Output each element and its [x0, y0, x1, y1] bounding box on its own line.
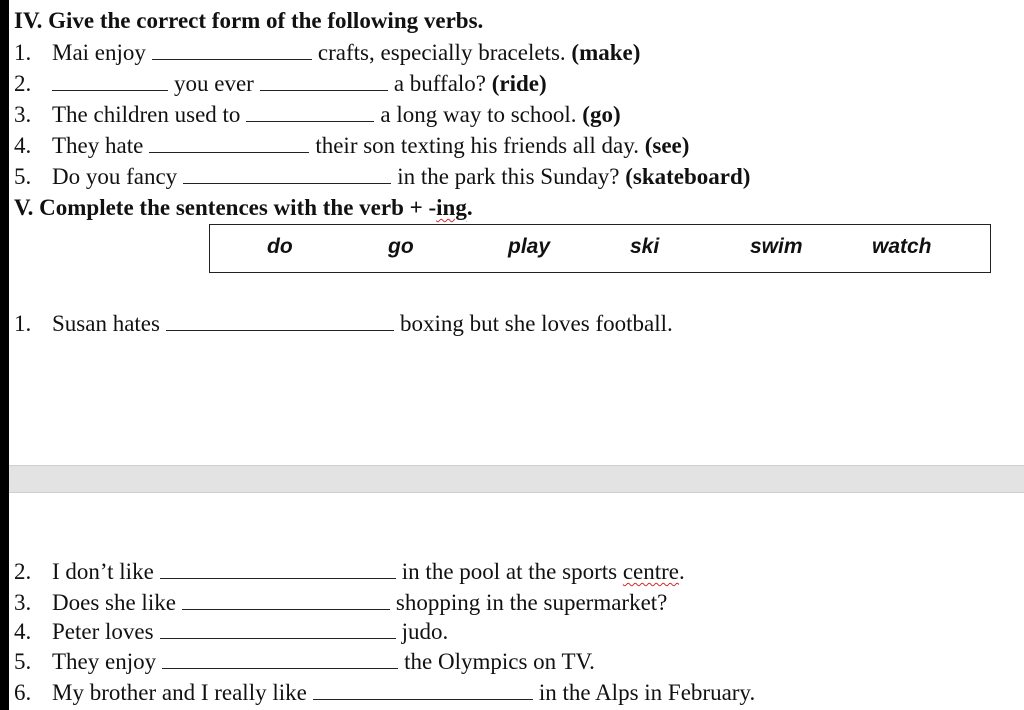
item-text: Susan hates: [52, 311, 160, 336]
answer-blank[interactable]: [149, 132, 309, 153]
iv-item-4: [14, 131, 689, 161]
v-item-3: [14, 588, 667, 618]
verb-hint: (skateboard): [625, 164, 751, 189]
item-text: I don’t like: [52, 559, 154, 584]
item-number: 1.: [14, 40, 32, 65]
item-text: They hate: [52, 133, 144, 158]
item-text: the Olympics on TV.: [404, 649, 595, 674]
answer-blank[interactable]: [182, 589, 390, 610]
section-v-heading: [14, 193, 473, 223]
item-number: 2.: [14, 71, 32, 96]
word-bank-item: swim: [750, 235, 803, 258]
v-item-2: [14, 557, 685, 587]
answer-blank[interactable]: [52, 70, 168, 91]
item-text: a long way to school.: [380, 102, 577, 127]
item-number: 4.: [14, 619, 32, 644]
answer-blank[interactable]: [152, 39, 312, 60]
item-text: shopping in the supermarket?: [395, 590, 668, 615]
item-text: The children used to: [52, 102, 241, 127]
verb-hint: (go): [582, 102, 621, 127]
word-bank: [209, 224, 991, 273]
iv-item-5: [14, 162, 750, 192]
item-text: in the pool at the sports: [401, 559, 623, 584]
item-text: crafts, especially bracelets.: [317, 40, 566, 65]
heading-period: .: [466, 195, 473, 220]
item-text: you ever: [174, 71, 254, 96]
item-text: Do you fancy: [52, 164, 178, 189]
word-bank-item: do: [267, 235, 293, 258]
answer-blank[interactable]: [183, 163, 391, 184]
worksheet: [9, 0, 1024, 710]
item-text: boxing but she loves football.: [399, 311, 673, 336]
item-number: 6.: [14, 680, 32, 705]
iv-item-2: [14, 69, 547, 99]
v-item-5: [14, 647, 595, 677]
answer-blank[interactable]: [162, 648, 398, 669]
item-text: in the park this Sunday?: [397, 164, 620, 189]
item-text: Peter loves: [52, 619, 154, 644]
heading-text: V. Complete the sentences with the verb + -: [14, 195, 437, 220]
section-iv-heading: IV. Give the correct form of the following verbs.: [14, 8, 484, 33]
item-number: 3.: [14, 102, 32, 127]
item-number: 5.: [14, 164, 32, 189]
word-bank-item: play: [508, 235, 551, 258]
answer-blank[interactable]: [160, 558, 396, 579]
answer-blank[interactable]: [166, 310, 394, 331]
verb-hint: (ride): [491, 71, 547, 96]
iv-item-3: [14, 100, 621, 130]
word-bank-item: watch: [872, 235, 932, 258]
word-bank-item: go: [388, 235, 414, 258]
v-item-4: [14, 617, 448, 647]
v-item-6: [14, 678, 755, 708]
answer-blank[interactable]: [260, 70, 388, 91]
item-text: a buffalo?: [393, 71, 486, 96]
item-text: Does she like: [52, 590, 176, 615]
item-text: judo.: [401, 619, 449, 644]
item-number: 3.: [14, 590, 32, 615]
answer-blank[interactable]: [246, 101, 374, 122]
item-number: 2.: [14, 559, 32, 584]
item-text-underlined: centre: [622, 559, 680, 584]
item-number: 5.: [14, 649, 32, 674]
item-text: Mai enjoy: [52, 40, 146, 65]
item-number: 1.: [14, 311, 32, 336]
left-edge-bar: [0, 0, 9, 710]
page-break-band: [9, 465, 1024, 493]
word-bank-item: ski: [630, 235, 660, 258]
heading-ing: ing: [436, 195, 467, 220]
verb-hint: (see): [644, 133, 690, 158]
item-text: My brother and I really like: [52, 680, 307, 705]
item-text: in the Alps in February.: [538, 680, 756, 705]
item-text: their son texting his friends all day.: [315, 133, 639, 158]
answer-blank[interactable]: [160, 618, 396, 639]
item-text: .: [679, 559, 685, 584]
verb-hint: (make): [571, 40, 641, 65]
item-text: They enjoy: [52, 649, 157, 674]
iv-item-1: [14, 38, 640, 68]
item-number: 4.: [14, 133, 32, 158]
v-item-1: [14, 309, 673, 339]
answer-blank[interactable]: [313, 679, 533, 700]
